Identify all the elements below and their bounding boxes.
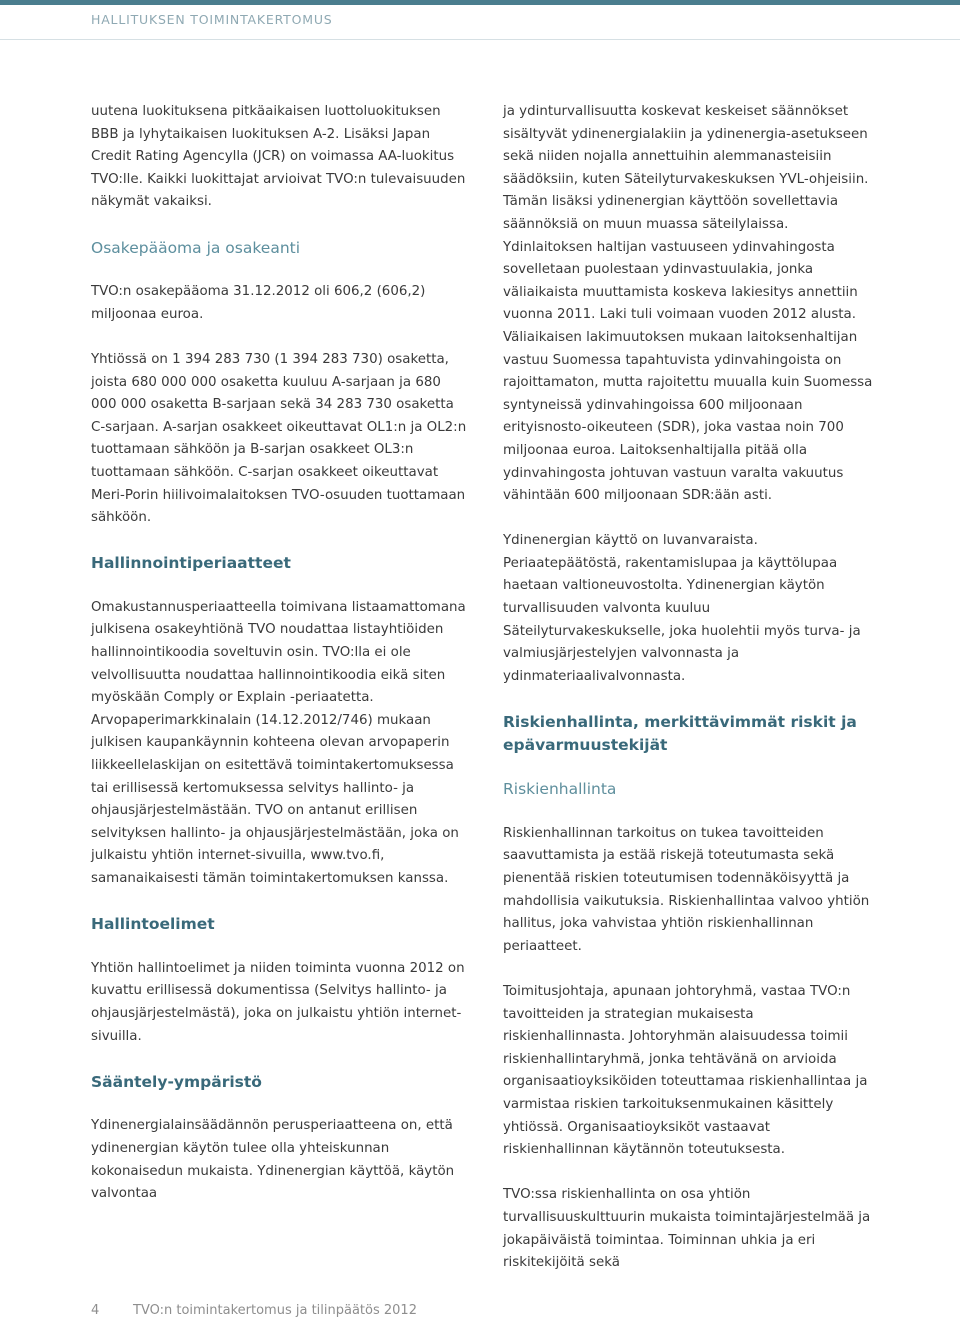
top-accent-rule (0, 0, 960, 5)
paragraph: ja ydinturvallisuutta koskevat keskeiset säännökset sisältyvät ydinenergialakiin ja ydinenergia-asetukseen sekä niiden nojalla annettuihin alemmanasteisiin säädöksiin, kuten Säteilyturvakeskuksen YVL-ohjeisiin. Tämän lisäksi ydinenergian käyttöön sovellettavia säännöksiä on muun muassa säteilylaissa. Ydinlaitoksen haltijan vastuuseen ydinvahingosta sovelletaan puolestaan ydinvastuulakia, jonka väliaikaista muuttamista koskeva lakiesitys annettiin vuonna 2011. Laki tuli voimaan vuoden 2012 alusta. Väliaikaisen lakimuutoksen mukaan laitoksenhaltijan vastuu Suomessa tapahtuvista ydinvahingoista on rajoittamaton, mutta rajoitettu muualla kuin Suomessa syntyneissä ydinvahingoissa 600 miljoonaan erityisnosto-oikeuteen (SDR), joka vastaa noin 700 miljoonaa euroa. Laitoksenhaltijalla pitää olla ydinvahingosta johtuvan vastuun varalta vakuutus vähintään 600 miljoonaan SDR:ään asti. (503, 104, 873, 504)
section-heading-hallintoelimet: Hallintoelimet (91, 915, 215, 934)
paragraph: TVO:n osakepääoma 31.12.2012 oli 606,2 (606,2) miljoonaa euroa. (91, 284, 426, 322)
paragraph: Ydinenergialainsäädännön perusperiaatteena on, että ydinenergian käytön tulee olla yhteiskunnan kokonaisedun mukaista. Ydinenergian käyttöä, käytön valvontaa (91, 1118, 455, 1202)
paragraph: Yhtiössä on 1 394 283 730 (1 394 283 730) osaketta, joista 680 000 000 osaketta kuuluu A-sarjaan ja 680 000 000 osaketta B-sarjaan sekä 34 283 730 osaketta C-sarjaan. A-sarjan osakkeet oikeuttavat OL1:n ja OL2:n tuottamaan sähköön ja B-sarjan osakkeet OL3:n tuottamaan sähköön. C-sarjan osakkeet oikeuttavat Meri-Porin hiilivoimalaitoksen TVO-osuuden tuottamaan sähköön. (91, 351, 467, 526)
section-heading-osakepaaoma: Osakepääoma ja osakeanti (91, 238, 301, 257)
left-column (91, 101, 469, 1228)
page-number: 4 (91, 1303, 100, 1318)
running-header: HALLITUKSEN TOIMINTAKERTOMUS (91, 12, 333, 27)
section-heading-saantely-ymparisto: Sääntely-ympäristö (91, 1072, 262, 1091)
publication-title: TVO:n toimintakertomus ja tilinpäätös 2012 (133, 1303, 417, 1318)
paragraph: Yhtiön hallintoelimet ja niiden toiminta vuonna 2012 on kuvattu erillisessä dokumentissa (Selvitys hallinto- ja ohjausjärjestelmästä), joka on julkaistu yhtiön internet-sivuilla. (91, 960, 465, 1044)
paragraph: Ydinenergian käyttö on luvanvaraista. Periaatepäätöstä, rakentamislupaa ja käyttölupaa haetaan valtioneuvostolta. Ydinenergian käytön turvallisuuden valvonta kuuluu Säteilyturvakeskukselle, joka huolehtii myös turva- ja valmiusjärjestelyjen valvonnasta ja ydinmateriaalivalvonnasta. (503, 533, 861, 684)
paragraph: uutena luokituksena pitkäaikaisen luottoluokituksen BBB ja lyhytaikaisen luokituksen A-2. Lisäksi Japan Credit Rating Agencylla (JCR) on voimassa AA-luokitus TVO:lle. Kaikki luokittajat arvioivat TVO:n tulevaisuuden näkymät vakaiksi. (91, 104, 466, 210)
right-column (503, 101, 875, 1297)
page-footer (91, 1303, 417, 1318)
paragraph: Riskienhallinnan tarkoitus on tukea tavoitteiden saavuttamista ja estää riskejä toteutumasta sekä pienentää riskien toteutumisen todennäköisyyttä ja mahdollisia vaikutuksia. Riskienhallintaa valvoo yhtiön hallitus, joka vahvistaa yhtiön riskienhallinnan periaatteet. (503, 825, 870, 954)
paragraph: Omakustannusperiaatteella toimivana listaamattomana julkisena osakeyhtiönä TVO noudattaa listayhtiöiden hallinnointikoodia soveltuvin osin. TVO:lla ei ole velvollisuutta noudattaa hallinnointikoodia eikä siten myöskään Comply or Explain -periaatetta. Arvopaperimarkkinalain (14.12.2012/746) mukaan julkisen kaupankäynnin kohteena olevan arvopaperin liikkeellelaskijan on esitettävä toimintakertomuksessa tai erillisessä kertomuksessa selvitys hallinto- ja ohjausjärjestelmästään. TVO on antanut erillisen selvityksen hallinto- ja ohjausjärjestelmästään, joka on julkaistu yhtiön internet-sivuilla, www.tvo.fi, samanaikaisesti tämän toimintakertomuksen kanssa. (91, 599, 466, 886)
paragraph: TVO:ssa riskienhallinta on osa yhtiön turvallisuuskulttuurin mukaista toimintajärjestelmää ja jokapäiväistä toimintaa. Toiminnan uhkia ja eri riskitekijöitä sekä (503, 1187, 871, 1271)
paragraph: Toimitusjohtaja, apunaan johtoryhmä, vastaa TVO:n tavoitteiden ja strategian mukaisesta riskienhallinnasta. Johtoryhmän alaisuudessa toimii riskienhallintaryhmä, jonka tehtävänä on arvioida organisaatioyksiköiden toteuttamaa riskienhallintaa ja varmistaa riskien tarkoituksenmukainen käsittely yhtiössä. Organisaatioyksiköt vastaavat riskienhallinnan käytännön toteutuksesta. (503, 983, 868, 1158)
section-heading-riskienhallinta-riskit: Riskienhallinta, merkittävimmät riskit ja epävarmuustekijät (503, 713, 857, 754)
header-divider (0, 39, 960, 40)
section-heading-hallinnointiperiaatteet: Hallinnointiperiaatteet (91, 554, 291, 573)
subheading-riskienhallinta: Riskienhallinta (503, 780, 617, 799)
